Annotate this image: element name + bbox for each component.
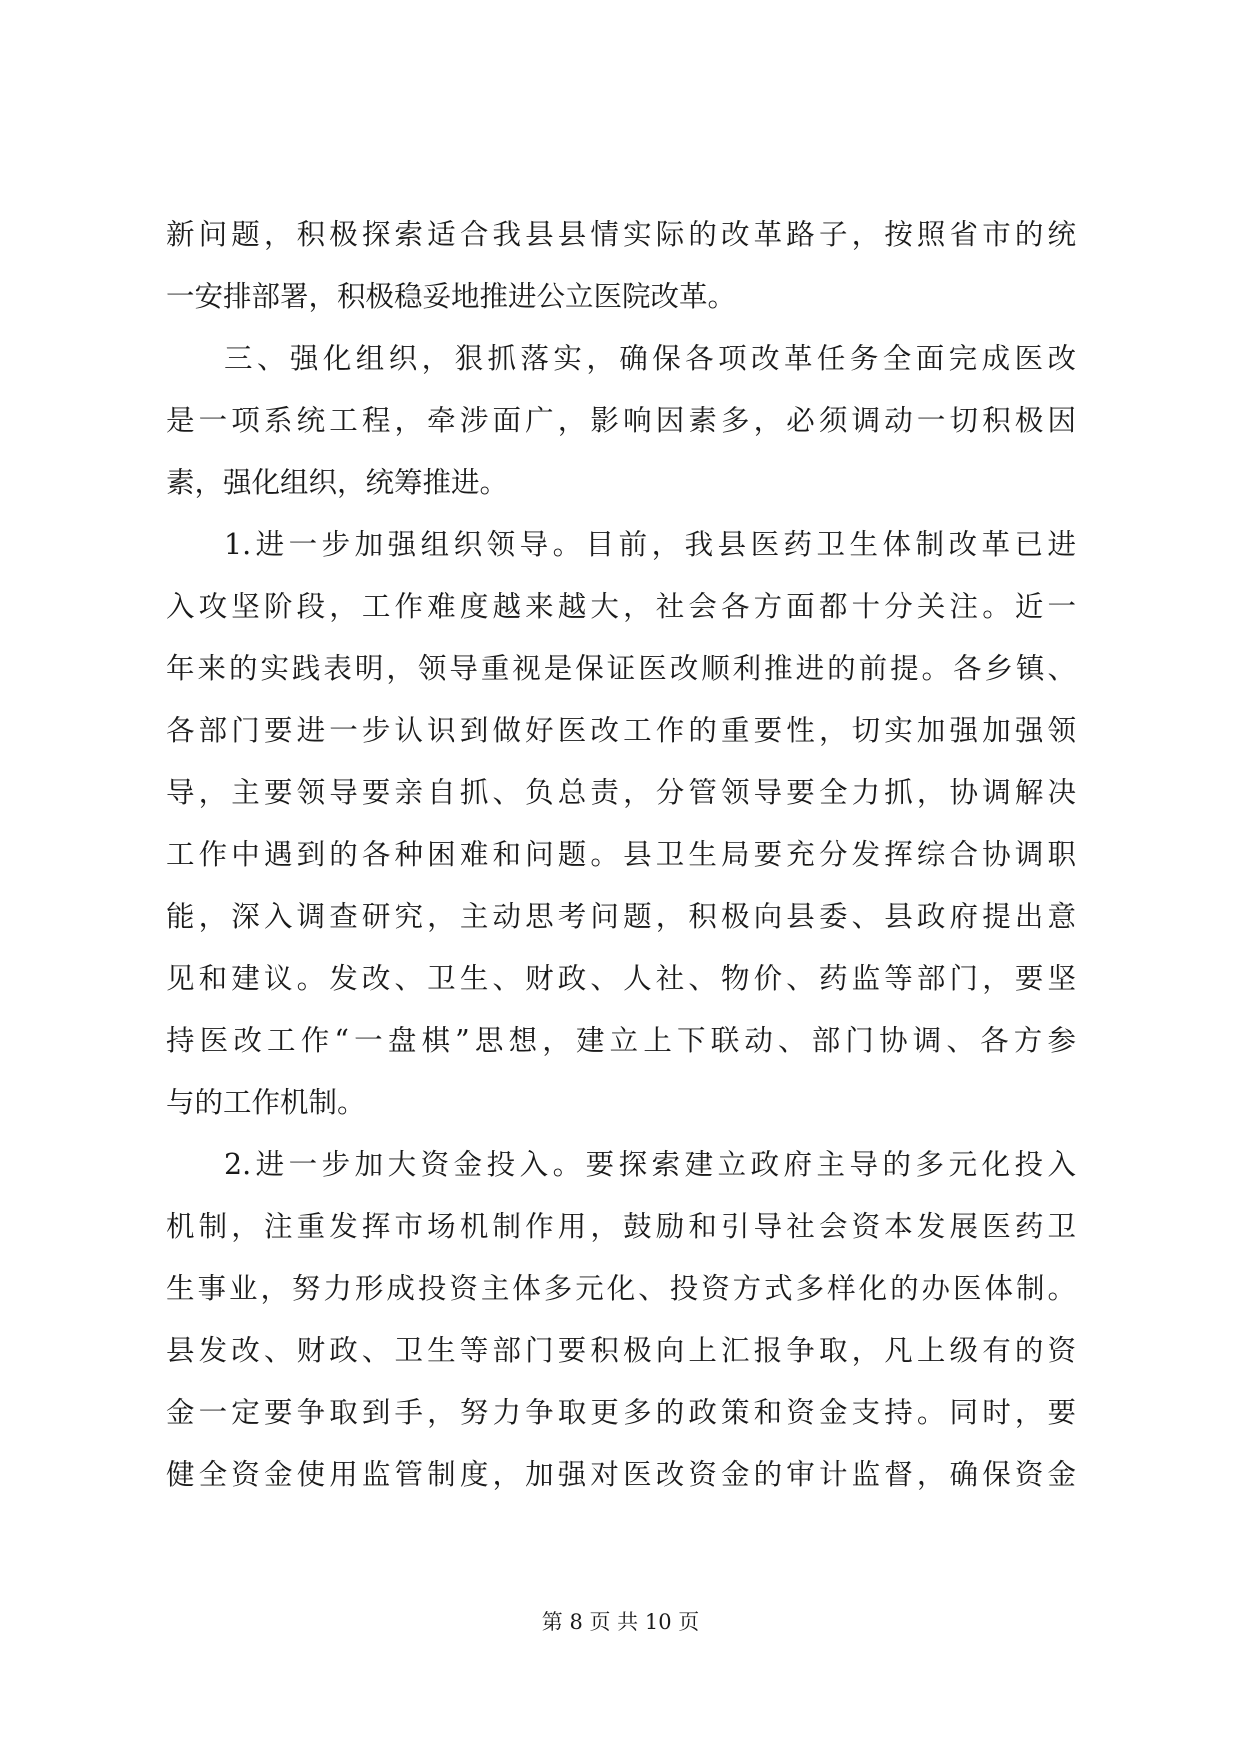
page-footer: 第 8 页 共 10 页 [541,1610,700,1634]
text-line: 与的工作机制。 [166,1086,366,1119]
text-line: 机制，注重发挥市场机制作用，鼓励和引导社会资本发展医药卫 [166,1210,1076,1243]
text-line: 能，深入调查研究，主动思考问题，积极向县委、县政府提出意 [166,900,1076,933]
text-line: 三、强化组织，狠抓落实，确保各项改革任务全面完成医改 [224,342,1076,375]
text-line: 导，主要领导要亲自抓、负总责，分管领导要全力抓，协调解决 [166,776,1076,809]
text-line: 一安排部署，积极稳妥地推进公立医院改革。 [166,280,737,313]
text-line: 素，强化组织，统筹推进。 [166,466,509,499]
text-line: 入攻坚阶段，工作难度越来越大，社会各方面都十分关注。近一 [166,590,1076,623]
text-line: 新问题，积极探索适合我县县情实际的改革路子，按照省市的统 [166,218,1076,251]
text-line: 生事业，努力形成投资主体多元化、投资方式多样化的办医体制。 [166,1272,1076,1305]
text-line: 是一项系统工程，牵涉面广，影响因素多，必须调动一切积极因 [166,404,1076,437]
text-line: 健全资金使用监管制度，加强对医改资金的审计监督，确保资金 [166,1458,1076,1491]
text-line: 各部门要进一步认识到做好医改工作的重要性，切实加强加强领 [166,714,1076,747]
text-line: 1.进一步加强组织领导。目前，我县医药卫生体制改革已进 [224,528,1076,561]
text-line: 县发改、财政、卫生等部门要积极向上汇报争取，凡上级有的资 [166,1334,1076,1367]
text-line: 见和建议。发改、卫生、财政、人社、物价、药监等部门，要坚 [166,962,1076,995]
document-body [166,204,1076,1506]
text-line: 年来的实践表明，领导重视是保证医改顺利推进的前提。各乡镇、 [166,652,1076,685]
text-line: 2.进一步加大资金投入。要探索建立政府主导的多元化投入 [224,1148,1076,1181]
text-line: 金一定要争取到手，努力争取更多的政策和资金支持。同时，要 [166,1396,1076,1429]
text-line: 持医改工作“一盘棋”思想，建立上下联动、部门协调、各方参 [166,1024,1076,1057]
text-line: 工作中遇到的各种困难和问题。县卫生局要充分发挥综合协调职 [166,838,1076,871]
